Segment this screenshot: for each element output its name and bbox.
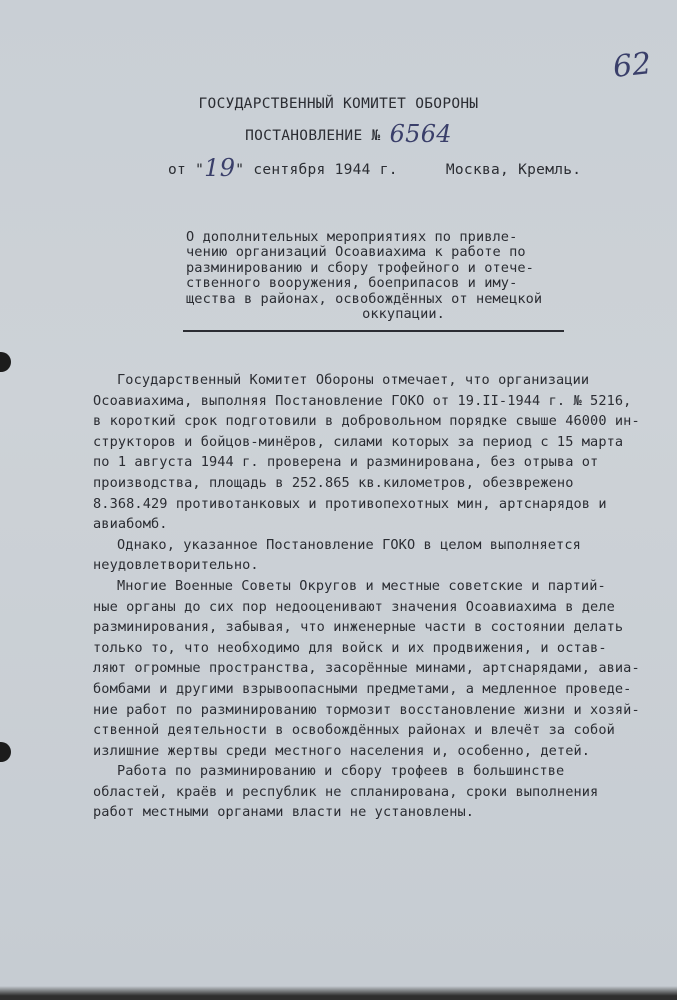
- decree-number-handwritten: 6564: [389, 120, 452, 148]
- text-line: авиабомб.: [93, 516, 168, 533]
- handwritten-page-number: 62: [611, 46, 653, 85]
- decree-body: [93, 370, 658, 823]
- text-line: Осоавиахима, выполняя Постановление ГОКО от 19.II-1944 г. № 5216,: [93, 392, 632, 409]
- subject-line: разминированию и сбору трофейного и отече-: [186, 259, 534, 276]
- text-line: ние работ по разминированию тормозит восстановление жизни и хозяй-: [93, 701, 640, 718]
- text-line: излишние жертвы среди местного населения и, особенно, детей.: [93, 742, 591, 759]
- text-line: ные органы до сих пор недооценивают значения Осоавиахима в деле: [93, 598, 615, 615]
- text-line: областей, краёв и республик не спланирована, сроки выполнения: [93, 783, 599, 800]
- text-line: по 1 августа 1944 г. проверена и разминирована, без отрыва от: [93, 454, 599, 471]
- text-line: разминирования, забывая, что инженерные части в состоянии делать: [93, 619, 624, 636]
- decree-subject: [186, 230, 581, 322]
- decree-label: ПОСТАНОВЛЕНИЕ №: [245, 128, 381, 144]
- text-line: производства, площадь в 252.865 кв.километров, обезврежено: [93, 474, 574, 491]
- text-line: Однако, указанное Постановление ГОКО в целом выполняется: [117, 536, 581, 553]
- subject-line: чению организаций Осоавиахима к работе по: [186, 244, 526, 261]
- date-suffix: " сентября 1944 г.: [235, 162, 398, 178]
- place: Москва, Кремль.: [445, 162, 582, 178]
- text-line: бомбами и другими взрывоопасными предметами, а медленное проведе-: [93, 680, 632, 697]
- date-place-line: [168, 154, 581, 182]
- paragraph-2: [93, 535, 658, 576]
- scan-bottom-edge: [0, 986, 677, 1000]
- text-line: ственной деятельности в освобождённых районах и влечёт за собой: [93, 722, 615, 739]
- text-line: в короткий срок подготовили в добровольном порядке свыше 46000 ин-: [93, 413, 640, 430]
- punch-hole-top: [0, 352, 11, 372]
- paragraph-4: [93, 761, 658, 823]
- date-prefix: от ": [168, 162, 205, 178]
- text-line: Многие Военные Советы Округов и местные советские и партий-: [117, 577, 606, 594]
- subject-line: оккупации.: [362, 306, 445, 323]
- text-line: только то, что необходимо для войск и их продвижения, и остав-: [93, 639, 607, 656]
- text-line: структоров и бойцов-минёров, силами которых за период с 15 марта: [93, 433, 624, 450]
- committee-title: ГОСУДАРСТВЕННЫЙ КОМИТЕТ ОБОРОНЫ: [198, 96, 479, 112]
- text-line: 8.368.429 противотанковых и противопехотных мин, артснарядов и: [93, 495, 607, 512]
- paragraph-3: [93, 576, 658, 761]
- decree-title: [0, 120, 677, 148]
- text-line: неудовлетворительно.: [93, 557, 259, 574]
- text-line: Работа по разминированию и сбору трофеев в большинстве: [117, 763, 565, 780]
- subject-underline: [183, 330, 564, 332]
- paragraph-1: [93, 370, 658, 535]
- text-line: ляют огромные пространства, засорённые минами, артснарядами, авиа-: [93, 660, 640, 677]
- text-line: Государственный Комитет Обороны отмечает, что организации: [117, 372, 590, 388]
- subject-line: ственного вооружения, боеприпасов и иму-: [186, 275, 518, 292]
- text-line: работ местными органами власти не установлены.: [93, 804, 475, 821]
- subject-line: щества в районах, освобождённых от немецкой: [186, 290, 543, 307]
- punch-hole-bottom: [0, 742, 11, 762]
- subject-line: О дополнительных мероприятиях по привле-: [186, 229, 518, 245]
- date-day-handwritten: 19: [204, 154, 236, 182]
